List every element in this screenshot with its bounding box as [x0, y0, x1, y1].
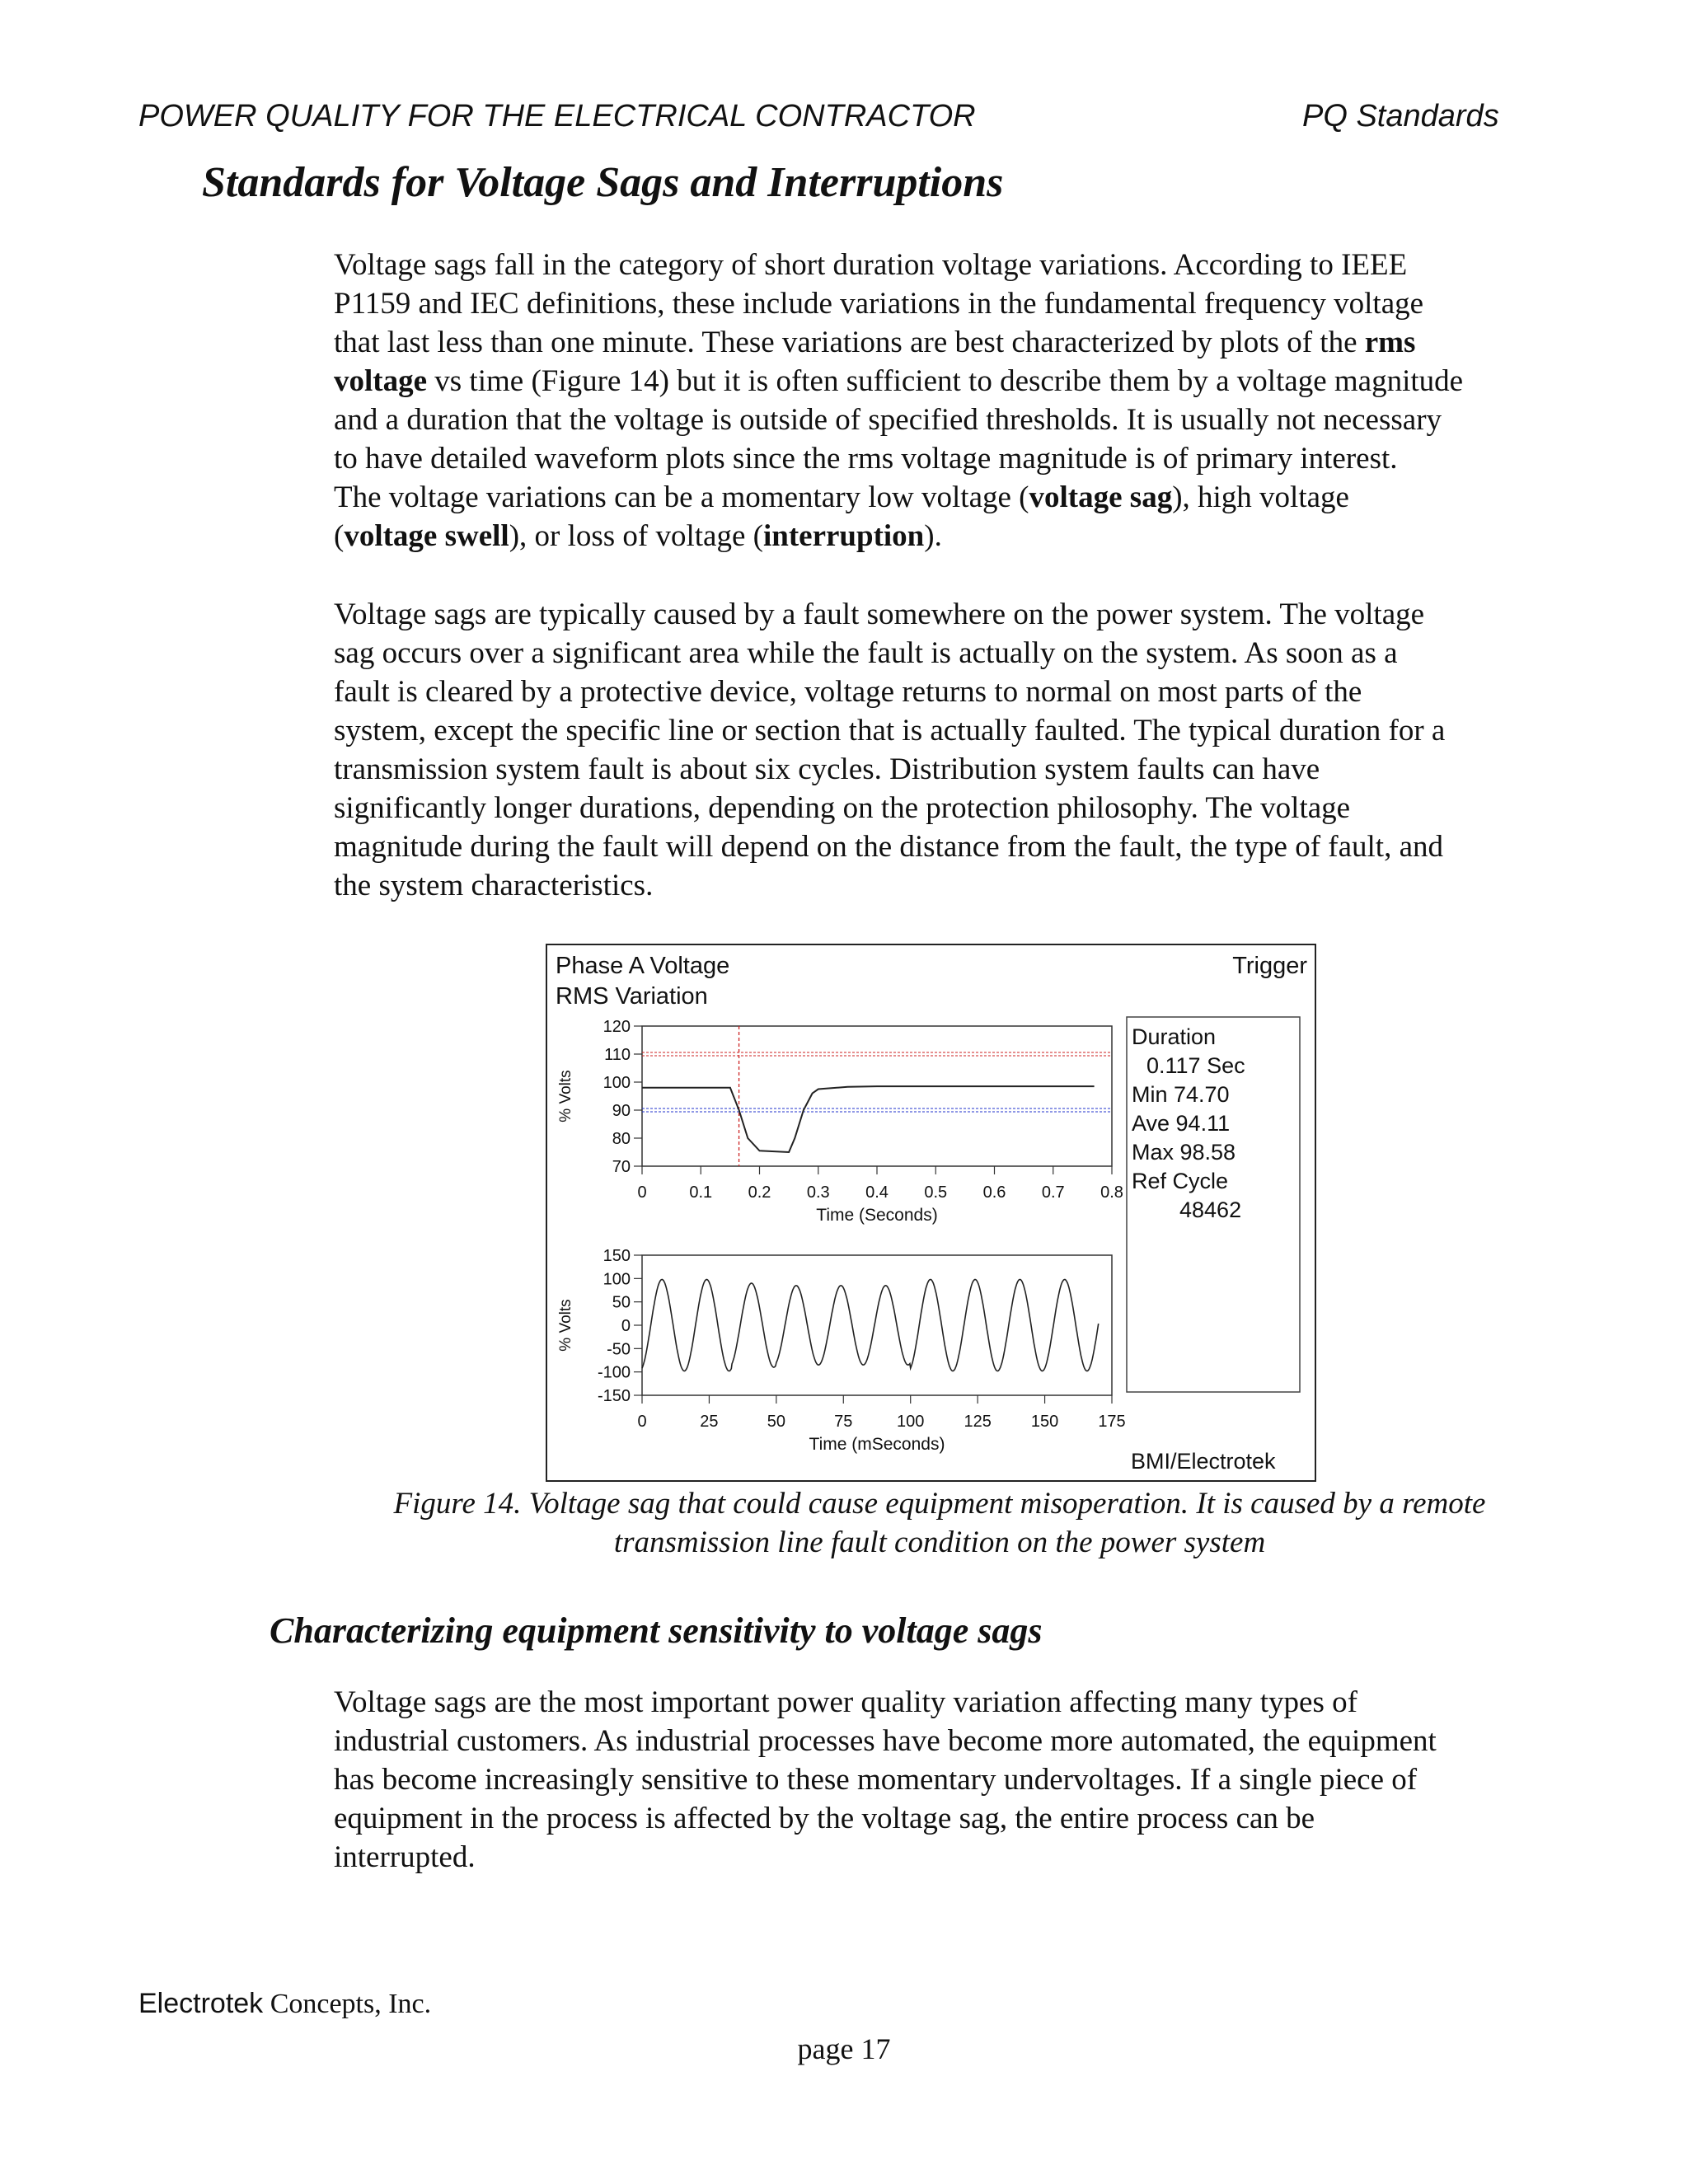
caption-line: Figure 14. Voltage sag that could cause equipment misoperation. It is caused by a remote	[393, 1487, 1486, 1521]
waveform-x-tick-label: 150	[1030, 1413, 1059, 1431]
text-line: sag occurs over a significant area while the fault is actually on the system. As soon as a	[334, 636, 1398, 670]
stats-ave: Ave 94.11	[1132, 1111, 1231, 1136]
waveform-y-tick-label: -150	[597, 1387, 631, 1405]
waveform-y-tick-label: -100	[597, 1363, 631, 1382]
text-line: system, except the specific line or section that is actually faulted. The typical duration for a	[334, 714, 1446, 748]
text-run: ), or loss of voltage (	[509, 519, 763, 553]
rms-x-tick-label: 0.5	[924, 1183, 948, 1202]
text-run: ).	[924, 519, 942, 553]
section-title: Standards for Voltage Sags and Interruptions	[202, 159, 1004, 206]
rms-x-tick-label: 0.6	[982, 1183, 1006, 1202]
footer-company-name: Electrotek	[138, 1988, 264, 2019]
rms-x-tick-label: 0.4	[865, 1183, 889, 1202]
rms-x-axis-label: Time (Seconds)	[816, 1206, 938, 1225]
rms-y-tick-label: 120	[603, 1018, 631, 1036]
text-line	[334, 323, 1545, 362]
rms-y-tick-label: 80	[612, 1130, 631, 1148]
rms-voltage-series	[642, 1086, 1095, 1152]
footer-company-suffix: Concepts, Inc.	[263, 1989, 432, 2019]
bold-term: voltage swell	[344, 519, 509, 553]
waveform-y-tick-label: 0	[621, 1317, 631, 1335]
stats-ref-cycle-label: Ref Cycle	[1132, 1169, 1229, 1193]
waveform-plot-frame	[642, 1255, 1112, 1395]
stats-min: Min 74.70	[1132, 1082, 1230, 1107]
rms-variation-chart	[557, 1018, 1123, 1225]
caption-line: transmission line fault condition on the power system	[613, 1526, 1266, 1559]
stats-duration-label: Duration	[1132, 1024, 1217, 1049]
rms-y-axis-label: % Volts	[557, 1070, 574, 1122]
text-line: has become increasingly sensitive to these momentary undervoltages. If a single piece of	[334, 1763, 1418, 1797]
rms-x-tick-label: 0.3	[806, 1183, 830, 1202]
waveform-x-tick-label: 50	[767, 1413, 785, 1431]
waveform-y-tick-label: 50	[612, 1293, 631, 1312]
rms-x-tick-label: 0.2	[748, 1183, 771, 1202]
waveform-x-tick-label: 100	[897, 1413, 925, 1431]
text-line: to have detailed waveform plots since the rms voltage magnitude is of primary interest.	[334, 442, 1398, 476]
waveform-series	[642, 1280, 1099, 1371]
footer-company	[138, 1988, 431, 2020]
paragraph-intro	[334, 246, 1545, 555]
text-run: The voltage variations can be a momentary low voltage (	[334, 480, 1029, 514]
waveform-y-tick-label: -50	[607, 1340, 631, 1359]
text-line	[334, 517, 1545, 555]
figure-canvas	[547, 945, 1318, 1483]
stats-duration-value: 0.117 Sec	[1146, 1053, 1245, 1078]
text-line	[334, 478, 1545, 517]
figure-caption	[334, 1484, 1545, 1562]
text-line: transmission system fault is about six cycles. Distribution system faults can have	[334, 752, 1320, 786]
waveform-x-axis-label: Time (mSeconds)	[809, 1435, 945, 1454]
waveform-x-tick-label: 125	[964, 1413, 992, 1431]
figure-title-phase: Phase A Voltage	[556, 953, 730, 979]
text-line: significantly longer durations, depending on the protection philosophy. The voltage	[334, 791, 1351, 825]
waveform-y-tick-label: 100	[603, 1270, 631, 1289]
bold-term: voltage	[334, 364, 428, 398]
running-header-section: PQ Standards	[1302, 99, 1499, 134]
waveform-y-axis-label: % Volts	[557, 1299, 574, 1352]
rms-y-tick-label: 110	[604, 1046, 631, 1064]
text-line: Voltage sags are typically caused by a fault somewhere on the power system. The voltage	[334, 598, 1425, 631]
text-line: industrial customers. As industrial processes have become more automated, the equipment	[334, 1724, 1437, 1758]
text-line	[334, 362, 1545, 401]
text-line: the system characteristics.	[334, 869, 654, 902]
rms-y-tick-label: 70	[612, 1158, 631, 1176]
waveform-x-tick-label: 25	[700, 1413, 719, 1431]
waveform-x-tick-label: 0	[637, 1413, 647, 1431]
waveform-y-tick-label: 150	[603, 1247, 631, 1265]
stats-ref-cycle-value: 48462	[1179, 1197, 1242, 1222]
page-number: page 17	[797, 2032, 891, 2065]
rms-x-tick-label: 0	[637, 1183, 647, 1202]
rms-y-tick-label: 100	[603, 1074, 631, 1092]
text-line: and a duration that the voltage is outside of specified thresholds. It is usually not necessary	[334, 403, 1442, 437]
rms-plot-frame	[642, 1026, 1112, 1166]
figure-voltage-sag	[546, 944, 1316, 1482]
text-line: Voltage sags are the most important power quality variation affecting many types of	[334, 1685, 1357, 1719]
text-line: equipment in the process is affected by the voltage sag, the entire process can be	[334, 1802, 1315, 1835]
text-line: magnitude during the fault will depend on the distance from the fault, the type of fault, and	[334, 830, 1444, 864]
waveform-chart	[557, 1247, 1126, 1454]
text-run: ), high voltage	[1172, 480, 1349, 514]
waveform-x-tick-label: 75	[834, 1413, 853, 1431]
text-line: fault is cleared by a protective device, voltage returns to normal on most parts of the	[334, 675, 1362, 709]
figure-source-label: BMI/Electrotek	[1131, 1449, 1276, 1474]
text-line: Voltage sags fall in the category of short duration voltage variations. According to IEEE	[334, 248, 1408, 282]
paragraph-causes	[334, 595, 1545, 905]
text-run: that last less than one minute. These variations are best characterized by plots of the	[334, 326, 1365, 359]
waveform-x-tick-label: 175	[1098, 1413, 1126, 1431]
text-run: vs time (Figure 14) but it is often sufficient to describe them by a voltage magnitude	[427, 364, 1464, 398]
rms-y-tick-label: 90	[612, 1102, 631, 1120]
rms-x-tick-label: 0.1	[689, 1183, 713, 1202]
text-line: interrupted.	[334, 1840, 476, 1874]
text-line: P1159 and IEC definitions, these include variations in the fundamental frequency voltage	[334, 287, 1424, 321]
figure-trigger-label: Trigger	[1232, 953, 1307, 979]
bold-term: voltage sag	[1029, 480, 1173, 514]
running-header-title: POWER QUALITY FOR THE ELECTRICAL CONTRACTOR	[138, 99, 976, 134]
subsection-title: Characterizing equipment sensitivity to voltage sags	[270, 1610, 1043, 1651]
bold-term: rms	[1364, 326, 1416, 359]
bold-term: interruption	[762, 519, 925, 553]
rms-x-tick-label: 0.7	[1041, 1183, 1065, 1202]
figure-title-rms: RMS Variation	[556, 983, 708, 1010]
text-run: (	[334, 519, 345, 553]
paragraph-sensitivity	[334, 1683, 1545, 1877]
stats-max: Max 98.58	[1132, 1140, 1236, 1165]
rms-x-tick-label: 0.8	[1100, 1183, 1123, 1202]
